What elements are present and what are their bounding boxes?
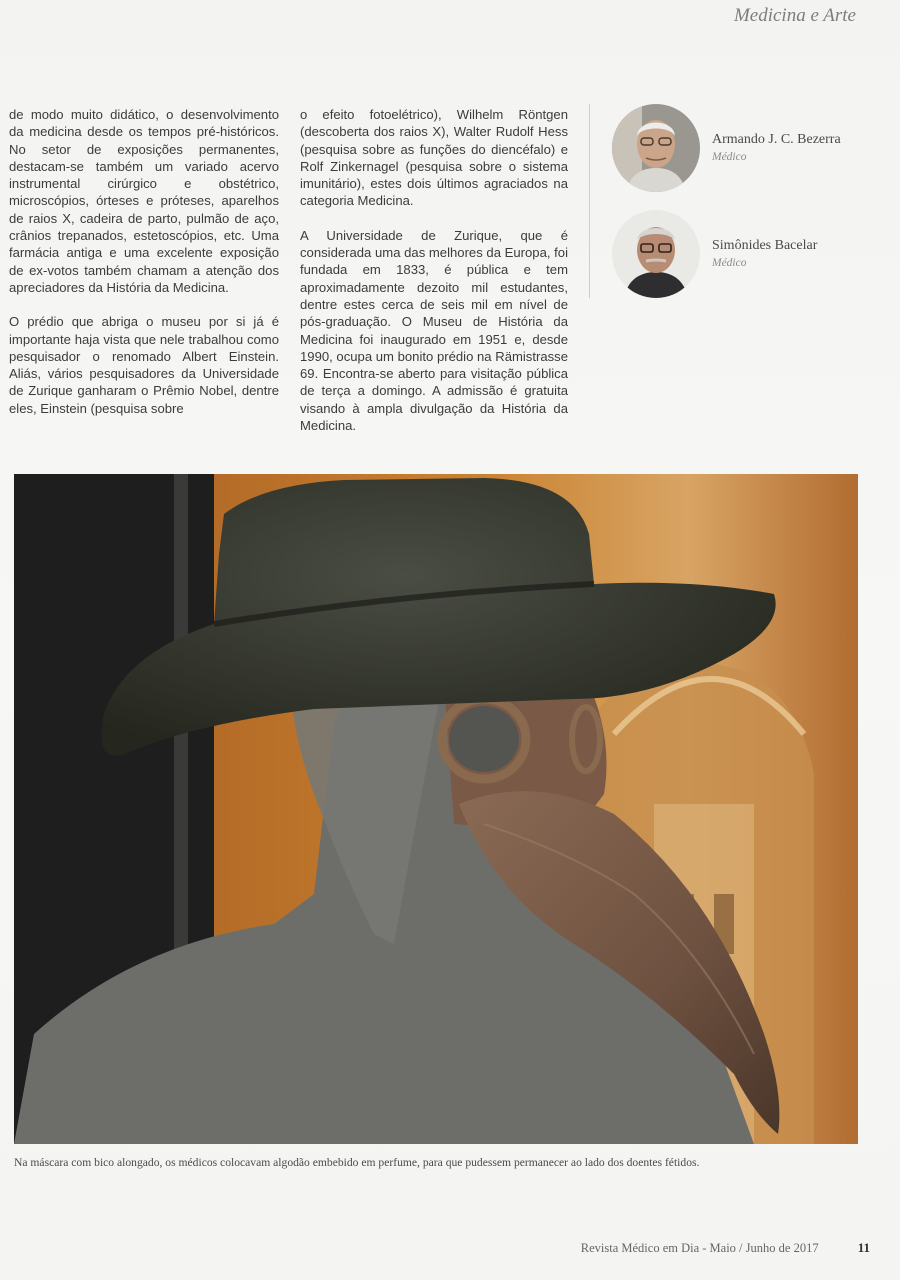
author-name: Simônides Bacelar	[712, 238, 818, 253]
plague-doctor-photo	[14, 474, 858, 1144]
page-number: 11	[857, 1240, 870, 1255]
page-footer	[500, 1240, 870, 1256]
paragraph: de modo muito didático, o desenvolvimento da medicina desde os tempos pré-históricos. No setor de exposições permanentes, destacam-se também um variado acervo instrumental cirúrgico e obstétrico, microscópios, órteses e próteses, aparelhos de raios X, cadeira de parto, pulmão de aço, crânios trepanados, estetoscópios, etc. Uma farmácia antiga e uma excelente exposição de ex-votos também chamam a atenção dos apreciadores da História da Medicina.	[9, 107, 279, 295]
author-avatar	[612, 210, 700, 298]
article-column-2	[300, 106, 568, 451]
magazine-name: Revista Médico em Dia - Maio / Junho de 2017	[580, 1241, 819, 1255]
paragraph: O prédio que abriga o museu por si já é importante haja vista que nele trabalhou como pesquisador o renomado Albert Einstein. Aliás, vários pesquisadores da Universidade de Zurique ganharam o Prêmio Nobel, dentre eles, Einstein (pesquisa sobre	[9, 314, 279, 416]
author-card	[612, 210, 882, 300]
author-avatar	[612, 104, 700, 192]
article-column-1	[9, 106, 279, 434]
paragraph: A Universidade de Zurique, que é considerada uma das melhores da Europa, foi fundada em 1833, é pública e tem aproximadamente dezoito mil estudantes, dentre estes cerca de seis mil em nível de pós-graduação. O Museu de História da Medicina foi inaugurado em 1951 e, desde 1990, ocupa um bonito prédio na Rämistrasse 69. Encontra-se aberto para visitação pública de terça a domingo. A admissão é gratuita visando à ampla divulgação da História da Medicina.	[300, 227, 568, 434]
paragraph: o efeito fotoelétrico), Wilhelm Röntgen (descoberta dos raios X), Walter Rudolf Hess (pesquisa sobre as funções do diencéfalo) e Rolf Zinkernagel (pesquisa sobre o sistema imunitário), estes dois últimos agraciados na categoria Medicina.	[300, 107, 568, 209]
author-name: Armando J. C. Bezerra	[712, 132, 841, 147]
photo-caption: Na máscara com bico alongado, os médicos colocavam algodão embebido em perfume, para que pudessem permanecer ao lado dos doentes fétidos.	[14, 1156, 700, 1169]
author-card	[612, 104, 882, 194]
author-role: Médico	[712, 257, 747, 269]
section-header: Medicina e Arte	[733, 5, 856, 26]
column-divider	[589, 104, 590, 298]
author-role: Médico	[712, 151, 747, 163]
